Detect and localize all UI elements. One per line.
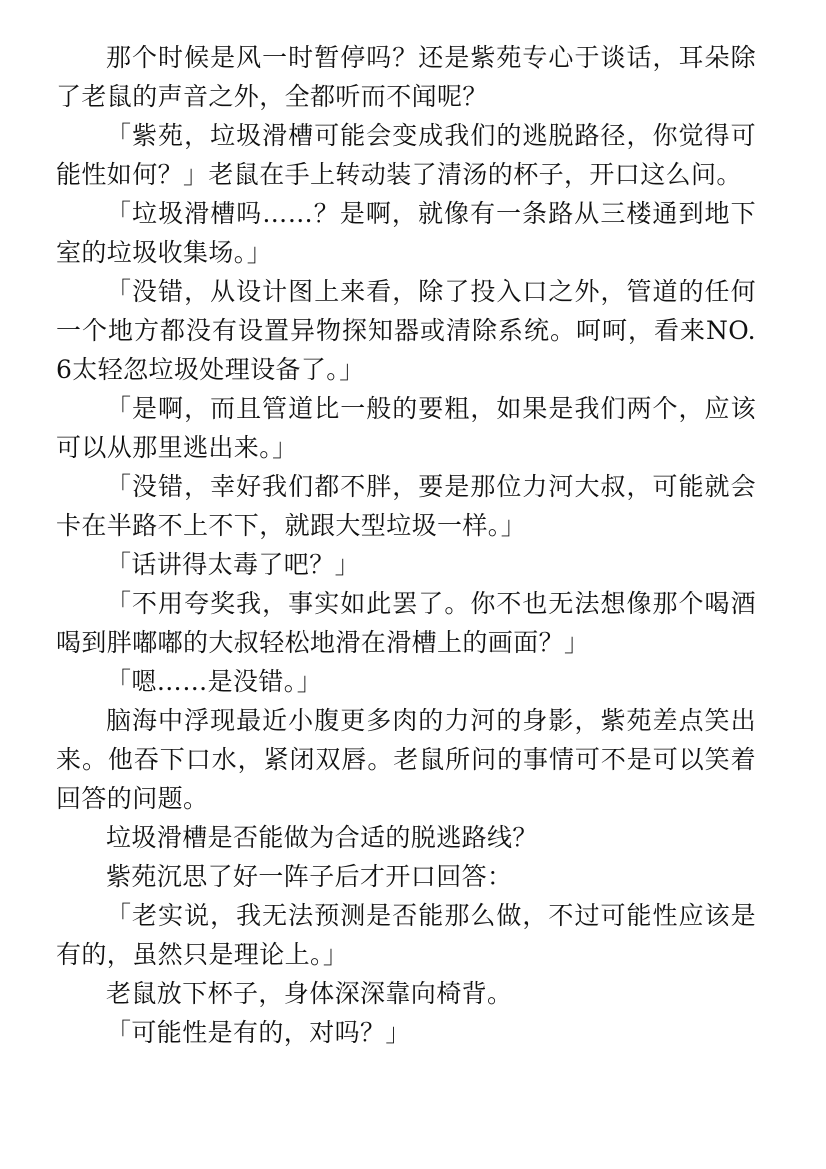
paragraph: 「不用夸奖我，事实如此罢了。你不也无法想像那个喝酒喝到胖嘟嘟的大叔轻松地滑在滑槽上的画面？」 [56, 589, 756, 657]
paragraph: 「没错，幸好我们都不胖，要是那位力河大叔，可能就会卡在半路不上不下，就跟大型垃圾一样。」 [56, 472, 756, 540]
paragraph: 「可能性是有的，对吗？」 [106, 1018, 411, 1047]
paragraph: 垃圾滑槽是否能做为合适的脱逃路线？ [106, 823, 538, 852]
paragraph: 脑海中浮现最近小腹更多肉的力河的身影，紫苑差点笑出来。他吞下口水，紧闭双唇。老鼠所问的事情可不是可以笑着回答的问题。 [56, 706, 756, 813]
paragraph: 「话讲得太毒了吧？」 [106, 550, 361, 579]
paragraph: 紫苑沉思了好一阵子后才开口回答： [106, 862, 513, 891]
paragraph: 「是啊，而且管道比一般的要粗，如果是我们两个，应该可以从那里逃出来。」 [56, 394, 756, 462]
paragraph: 「垃圾滑槽吗……？是啊，就像有一条路从三楼通到地下室的垃圾收集场。」 [56, 199, 756, 267]
paragraph: 「没错，从设计图上来看，除了投入口之外，管道的任何一个地方都没有设置异物探知器或清除系统。呵呵，看来NO.6太轻忽垃圾处理设备了。」 [56, 277, 756, 384]
paragraph: 「老实说，我无法预测是否能那么做，不过可能性应该是有的，虽然只是理论上。」 [56, 901, 756, 969]
paragraph: 「嗯……是没错。」 [106, 667, 323, 696]
paragraph: 「紫苑，垃圾滑槽可能会变成我们的逃脱路径，你觉得可能性如何？」老鼠在手上转动装了清汤的杯子，开口这么问。 [56, 121, 756, 189]
page-body [56, 38, 756, 1052]
paragraph: 那个时候是风一时暂停吗？还是紫苑专心于谈话，耳朵除了老鼠的声音之外，全都听而不闻呢？ [56, 43, 756, 111]
paragraph: 老鼠放下杯子，身体深深靠向椅背。 [106, 979, 513, 1008]
